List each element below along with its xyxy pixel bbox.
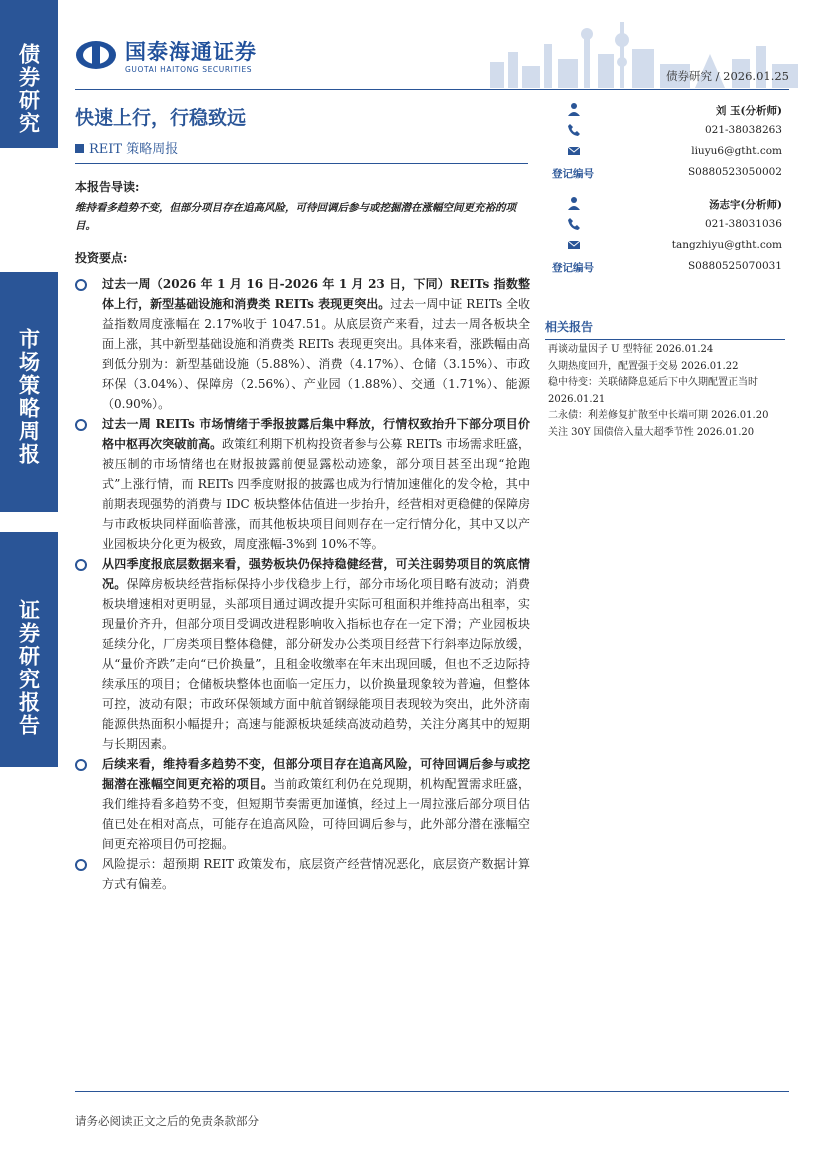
key-point-item [75, 554, 530, 754]
header-date: 2026.01.25 [723, 69, 789, 83]
related-report-link[interactable]: 关注 30Y 国债倍入量大超季节性 2026.01.20 [548, 426, 755, 438]
related-report-link[interactable]: 久期热度回升，配置强于交易 2026.01.22 [548, 360, 739, 372]
report-subtitle-text: REIT 策略周报 [89, 142, 179, 157]
circle-bullet-icon [75, 419, 87, 431]
analyst-email[interactable]: tangzhiyu@gtht.com [671, 239, 782, 251]
circle-bullet-icon [75, 279, 87, 291]
key-point-text: 政策红利期下机构投资者参与公募 REITs 市场需求旺盛，被压制的市场情绪也在财报披露前便显露松动迹象，部分项目甚至出现“抢跑式”上涨行情，而 REITs 四季度财报的披露也成为行情加速催化的发令枪，其中前期表现强势的消费与 IDC 板块整体估值进一步抬升，经营相对更稳健的保障房与市政板块同样面临普涨，而其他板块项目间则存在一定行情分化，其中又以产业园板块分化更为极致，周度涨幅-3%到 10%不等。 [102, 437, 530, 551]
related-report-link[interactable]: 再谈动量因子 U 型特征 2026.01.24 [548, 344, 714, 355]
key-point-item [75, 754, 530, 854]
phone-icon [567, 217, 581, 231]
key-point-bold: 过去一周（2026 年 1 月 16 日-2026 年 1 月 23 日，下同）REITs 指数整体上行，新型基础设施和消费类 REITs 表现更突出。 [102, 277, 530, 311]
brand-name-cn: 国泰海通证券 [125, 40, 257, 64]
registration-label: 登记编号 [552, 168, 594, 180]
side-tab-report-kind: 证券研究报告 [0, 532, 58, 767]
analyst-name: 汤志宇(分析师) [709, 199, 782, 211]
person-icon [567, 102, 581, 116]
related-divider [545, 339, 785, 340]
key-point-item [75, 854, 530, 894]
header-divider [75, 89, 789, 90]
guide-text: 维持看多趋势不变，但部分项目存在追高风险，可待回调后参与或挖掘潜在涨幅空间更充裕的项目。 [75, 202, 516, 232]
key-point-item [75, 414, 530, 554]
registration-label: 登记编号 [552, 262, 594, 274]
key-points-list [75, 274, 530, 894]
key-points-heading: 投资要点: [75, 251, 128, 265]
side-tab-report-type: 市场策略周报 [0, 272, 58, 512]
key-point-bold: 后续来看，维持看多趋势不变，但部分项目存在追高风险，可待回调后参与或挖掘潜在涨幅空间更充裕的项目。 [102, 757, 530, 791]
brand-name-en: GUOTAI HAITONG SECURITIES [125, 65, 253, 74]
key-point-text: 风险提示：超预期 REIT 政策发布，底层资产经营情况恶化，底层资产数据计算方式有偏差。 [102, 857, 530, 891]
footer-divider [75, 1091, 789, 1092]
analyst-name: 刘 玉(分析师) [715, 105, 782, 117]
key-point-text: 保障房板块经营指标保持小步伐稳步上行，部分市场化项目略有波动；消费板块增速相对更明显，头部项目通过调改提升实际可租面积并维持高出租率，实现量价齐升，但部分项目受调改进程影响收入指标也存在一定下滑；产业园板块延续分化，厂房类项目整体稳健，部分研发办公类项目经营下行斜率边际放缓，从“量价齐跌”走向“已价换量”，且租金收缴率在年末出现回暖，但也不乏边际持续承压的项目；仓储板块整体也面临一定压力，以价换量现象较为普遍，但整体可控，波动有限；市政环保领域方面中航首钢绿能项目表现较为突出，此外济南能源供热面积小幅提升；高速与能源板块延续高波动趋势，关注分离其中的短期与长期因素。 [102, 577, 530, 751]
report-title: 快速上行，行稳致远 [75, 107, 247, 129]
circle-bullet-icon [75, 759, 87, 771]
brand-mark-icon [75, 40, 117, 70]
related-report-link[interactable]: 稳中待变：关联储降息延后下中久期配置正当时 2026.01.21 [548, 377, 758, 405]
related-reports-list [548, 342, 788, 441]
key-point-bold: 从四季度报底层数据来看，强势板块仍保持稳健经营，可关注弱势项目的筑底情况。 [102, 557, 530, 591]
key-point-text: 过去一周中证 REITs 全收益指数周度涨幅在 2.17%收于 1047.51。从底层资产来看，过去一周各板块全面上涨，其中新型基础设施和消费类 REITs 表现更突出。具体来看，涨跌幅由高到低分别为：新型基础设施（5.88%）、消费（4.17%）、仓储（3.15%）、市政环保（3.04%）、保障房（2.56%）、产业园（1.88%）、交通（1.71%）、能源（0.90%）。 [102, 297, 530, 411]
brand-logo [75, 36, 257, 74]
header-meta [666, 68, 789, 84]
email-icon [567, 144, 581, 158]
analyst-registration: S0880525070031 [687, 260, 782, 272]
phone-icon [567, 123, 581, 137]
circle-bullet-icon [75, 559, 87, 571]
analyst-phone: 021-38038263 [704, 124, 782, 136]
circle-bullet-icon [75, 859, 87, 871]
header-separator: / [711, 69, 724, 83]
key-point-bold: 过去一周 REITs 市场情绪于季报披露后集中释放，行情权致抬升下部分项目价格中枢再次突破前高。 [102, 417, 530, 451]
header-category: 债券研究 [665, 69, 712, 83]
subtitle-divider [75, 163, 528, 164]
analyst-phone: 021-38031036 [704, 218, 782, 230]
analyst-registration: S0880523050002 [687, 166, 782, 178]
email-icon [567, 238, 581, 252]
related-reports-heading: 相关报告 [545, 320, 594, 334]
analyst-panel [545, 100, 790, 278]
related-report-link[interactable]: 二永债：利差修复扩散至中长端可期 2026.01.20 [548, 410, 769, 421]
report-subtitle [75, 138, 178, 157]
key-point-item [75, 274, 530, 414]
person-icon [567, 196, 581, 210]
guide-heading: 本报告导读: [75, 180, 140, 194]
square-bullet-icon [75, 144, 84, 153]
side-tab-category: 债券研究 [0, 0, 58, 148]
analyst-email[interactable]: liuyu6@gtht.com [691, 145, 782, 157]
key-point-text: 当前政策红利仍在兑现期，机构配置需求旺盛，我们维持看多趋势不变，但短期节奏需更加谨慎，经过上一周拉涨后部分项目估值已处在相对高点，可能存在追高风险，可待回调后参与，此外部分潜在涨幅空间更充裕项目仍可挖掘。 [102, 777, 530, 851]
footer-disclaimer: 请务必阅读正文之后的免责条款部分 [75, 1114, 259, 1128]
